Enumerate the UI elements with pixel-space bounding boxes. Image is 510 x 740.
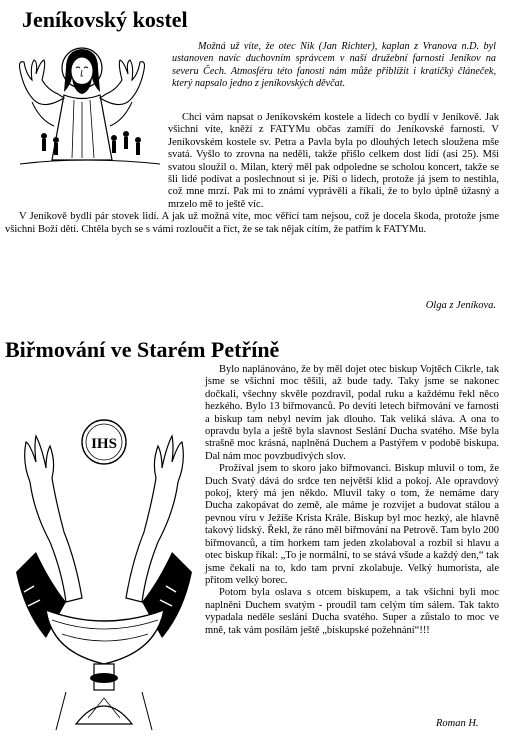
article-1-paragraph-1: Chci vám napsat o Jeníkovském kostele a lidech co bydlí v Jeníkově. Jak všichni víte, kněží z FATYMu občas zamíří do Jeníkovské farnosti. V Jeníkovském kostele sv. Petra a Pavla byla po dlouhých letech sloužena mše svatá. Vyšlo to zrovna na neděli, takže přišlo celkem dost lidí (asi 25). Mši svatou sloužil o. Milan, který měl pak odpoledne se scholou koncert, takže se šli lidé podívat a poslechnout si je. Píši o lidech, protože já jsem to nestihla, což mne mrzí. Pak mi to známí vyprávěli a říkali, že to bylo úplně úžasný a mrzelo mě to ještě víc. — [168, 112, 499, 210]
article-1-signature: Olga z Jeníkova. — [425, 300, 496, 311]
article-1-title: Jeníkovský kostel — [22, 7, 188, 32]
article-1-intro: Možná už víte, že otec Nik (Jan Richter), kaplan z Vranova n.D. byl ustanoven navíc duchovním správcem v naší družební farnosti Jeníkov na severu Čech. Atmosféru této fanosti nám může přiblížit i kratičký článeček, který napsalo jedno z jeníkovských děvčat. — [172, 41, 496, 89]
text-wrap-spacer — [5, 112, 168, 207]
article-1-body — [5, 112, 499, 236]
article-2-paragraph-3: Potom byla oslava s otcem biskupem, a tak všichni byli moc naplněni Duchem svatým - proudil tam celým tím sálem. Tak takto vypadala neděle seslání Ducha svatého. Super a zůstalo to moc ve mně, tak vám posílám ještě „biskupské požehnání“!!! — [205, 587, 499, 636]
article-2-paragraph-1: Bylo naplánováno, že by měl dojet otec biskup Vojtěch Cikrle, tak jsme se všichni moc těšili, až bude tady. Taky jsme se nakonec dočkali, všechny skvěle pozdravil, podal ruku a každému řekl něco hezkého. Bylo 13 biřmovanců. Po devíti letech biřmování ve farnosti a biskup tam nebyl nevím jak dlouho. Tak veliká sláva. A ona to opravdu byla a ještě byla slavnost Seslání Ducha svatého. Mše byla strašně moc krásná, naplněná Duchem a Pastýřem v podobě biskupa. Dal nám moc povzbudivých slov. — [205, 364, 499, 462]
ihs-emblem-text: IHS — [91, 436, 117, 452]
article-2-title: Biřmování ve Starém Petříně — [5, 337, 280, 362]
text-wrap-spacer — [5, 413, 205, 725]
article-2-paragraph-2: Prožíval jsem to skoro jako biřmovanci. Biskup mluvil o tom, že Duch Svatý dává do srdce ten největší klid a pokoj. Ale opravdový pokoj, který má jen někdo. Mluvil taky o tom, že nemáme dary Ducha zakopávat do země, ale máme je rozvíjet a budovat stálou a pevnou víru v Ježíše Krista Krále. Biskup byl moc hezký, ale hlavně takový lidský. Řekl, že ráno měl biřmování na Petrově. Tam bylo 200 biřmovanců, a tím horkem tam jeden zkolaboval a rozbil si hlavu a otec biskup říkal: „To je normální, to se stává všude a každý den,“ tak jsme čekali na to, kdo tam první zkolabuje. Velký humorista, ale přitom velký borec. — [205, 463, 499, 586]
article-1-paragraph-2: V Jeníkově bydlí pár stovek lidí. A jak už možná víte, moc věřící tam nejsou, což je docela škoda, protože jsme všichni Boží děti. Chtěla bych se s vámi rozloučit a říct, že se tak nějak cítím, že patřím k FATYMu. — [5, 211, 499, 235]
article-2-body — [5, 364, 499, 725]
article-2-signature: Roman H. — [436, 718, 479, 729]
